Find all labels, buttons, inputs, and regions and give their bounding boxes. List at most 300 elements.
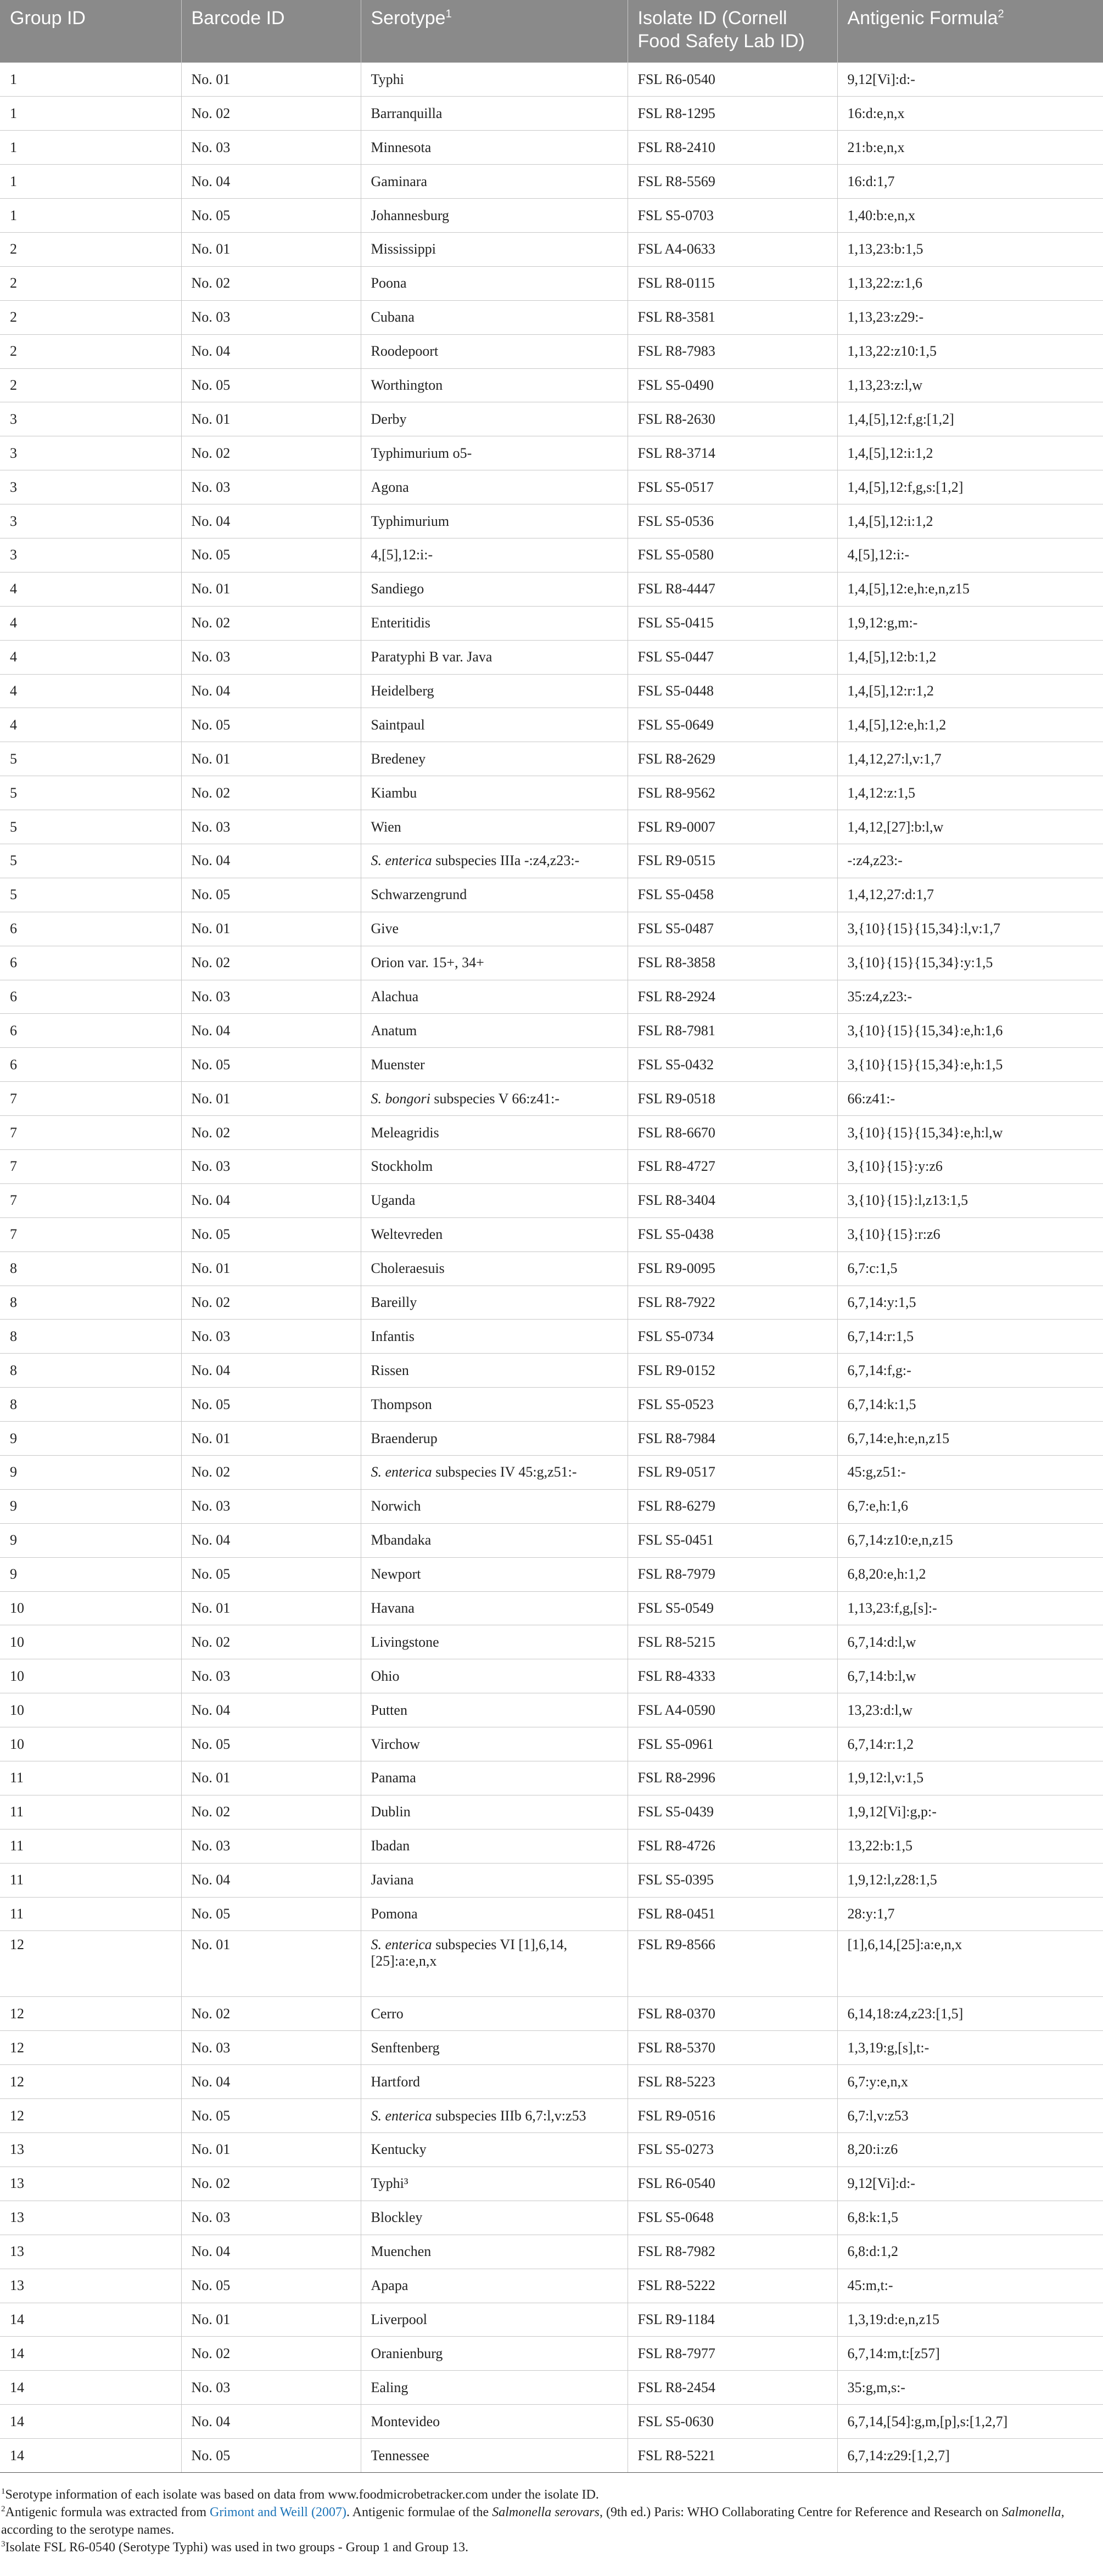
table-row: [0, 1286, 1103, 1320]
cell-isolate-id: FSL R8-0370: [628, 1997, 837, 2031]
species-name: S. bongori: [371, 1090, 430, 1107]
cell-barcode-id: No. 03: [181, 1829, 361, 1863]
cell-isolate-id: FSL R8-7977: [628, 2337, 837, 2371]
cell-isolate-id: FSL R8-2629: [628, 742, 837, 776]
cell-serotype: Heidelberg: [361, 674, 628, 708]
cell-isolate-id: FSL S5-0439: [628, 1795, 837, 1829]
table-row: [0, 2303, 1103, 2337]
table-row: [0, 1997, 1103, 2031]
cell-barcode-id: No. 05: [181, 538, 361, 572]
cell-barcode-id: No. 05: [181, 2439, 361, 2473]
cell-antigenic-formula: 13,23:d:l,w: [837, 1693, 1103, 1727]
cell-serotype: Johannesburg: [361, 199, 628, 233]
cell-barcode-id: No. 04: [181, 165, 361, 199]
cell-barcode-id: No. 01: [181, 2133, 361, 2167]
cell-barcode-id: No. 02: [181, 266, 361, 300]
cell-antigenic-formula: 3,{10}{15}:l,z13:1,5: [837, 1183, 1103, 1217]
cell-antigenic-formula: 6,7:c:1,5: [837, 1251, 1103, 1286]
table-row: [0, 946, 1103, 980]
cell-isolate-id: FSL R8-4726: [628, 1829, 837, 1863]
table-row: [0, 1388, 1103, 1422]
cell-antigenic-formula: 6,7,14:m,t:[z57]: [837, 2337, 1103, 2371]
cell-serotype: Stockholm: [361, 1150, 628, 1184]
table-row: [0, 1863, 1103, 1897]
cell-antigenic-formula: 6,7:e,h:1,6: [837, 1489, 1103, 1523]
cell-serotype: Barranquilla: [361, 97, 628, 131]
table-row: [0, 2099, 1103, 2133]
table-row: [0, 1082, 1103, 1116]
cell-group-id: 8: [0, 1251, 181, 1286]
cell-group-id: 14: [0, 2371, 181, 2405]
cell-group-id: 7: [0, 1116, 181, 1150]
cell-serotype: Thompson: [361, 1388, 628, 1422]
table-row: [0, 980, 1103, 1014]
cell-group-id: 14: [0, 2303, 181, 2337]
cell-serotype: Virchow: [361, 1727, 628, 1761]
cell-barcode-id: No. 04: [181, 1014, 361, 1048]
reference-link[interactable]: Grimont and Weill (2007): [210, 2505, 346, 2519]
cell-barcode-id: No. 02: [181, 1795, 361, 1829]
cell-group-id: 4: [0, 572, 181, 606]
cell-barcode-id: No. 01: [181, 63, 361, 97]
cell-antigenic-formula: 6,8:d:1,2: [837, 2235, 1103, 2269]
cell-serotype: Poona: [361, 266, 628, 300]
table-row: [0, 810, 1103, 844]
table-row: [0, 1456, 1103, 1490]
cell-serotype: Typhi³: [361, 2167, 628, 2201]
cell-serotype: S. bongori subspecies V 66:z41:-: [361, 1082, 628, 1116]
cell-isolate-id: FSL R8-2630: [628, 402, 837, 436]
cell-antigenic-formula: 6,7:l,v:z53: [837, 2099, 1103, 2133]
cell-isolate-id: FSL R8-5221: [628, 2439, 837, 2473]
cell-group-id: 1: [0, 131, 181, 165]
cell-barcode-id: No. 05: [181, 2269, 361, 2303]
table-row: [0, 2439, 1103, 2473]
cell-barcode-id: No. 02: [181, 776, 361, 810]
cell-antigenic-formula: 1,9,12:l,v:1,5: [837, 1761, 1103, 1795]
species-name: S. enterica: [371, 1937, 432, 1953]
table-row: [0, 640, 1103, 674]
cell-antigenic-formula: 1,13,23:z:l,w: [837, 368, 1103, 402]
cell-barcode-id: No. 01: [181, 1931, 361, 1997]
cell-barcode-id: No. 05: [181, 1897, 361, 1931]
cell-isolate-id: FSL R8-4333: [628, 1659, 837, 1693]
table-row: [0, 1761, 1103, 1795]
cell-antigenic-formula: 6,14,18:z4,z23:[1,5]: [837, 1997, 1103, 2031]
cell-serotype: Gaminara: [361, 165, 628, 199]
cell-isolate-id: FSL S5-0458: [628, 878, 837, 912]
cell-group-id: 11: [0, 1795, 181, 1829]
cell-isolate-id: FSL S5-0432: [628, 1048, 837, 1082]
cell-antigenic-formula: 6,7,14:b:l,w: [837, 1659, 1103, 1693]
cell-group-id: 4: [0, 708, 181, 742]
cell-isolate-id: FSL S5-0490: [628, 368, 837, 402]
cell-antigenic-formula: 6,7,14:e,h:e,n,z15: [837, 1422, 1103, 1456]
cell-serotype: Choleraesuis: [361, 1251, 628, 1286]
cell-barcode-id: No. 04: [181, 504, 361, 538]
cell-serotype: Pomona: [361, 1897, 628, 1931]
cell-serotype: S. enterica subspecies IV 45:g,z51:-: [361, 1456, 628, 1490]
cell-isolate-id: FSL R9-1184: [628, 2303, 837, 2337]
cell-group-id: 1: [0, 199, 181, 233]
footnote-3: $^3$Isolate FSL R6-0540 (Serotype Typhi) was used in two groups - Group 1 and Group 13.: [1, 2539, 469, 2555]
table-row: [0, 300, 1103, 334]
table-row: [0, 1625, 1103, 1659]
cell-antigenic-formula: 45:g,z51:-: [837, 1456, 1103, 1490]
cell-serotype: Havana: [361, 1591, 628, 1625]
cell-group-id: 2: [0, 232, 181, 266]
cell-group-id: 4: [0, 640, 181, 674]
cell-antigenic-formula: 6,7,14:k:1,5: [837, 1388, 1103, 1422]
table-row: [0, 63, 1103, 97]
cell-serotype: Ohio: [361, 1659, 628, 1693]
cell-serotype: Senftenberg: [361, 2031, 628, 2065]
cell-isolate-id: FSL A4-0633: [628, 232, 837, 266]
cell-serotype: Typhimurium: [361, 504, 628, 538]
cell-serotype: Infantis: [361, 1320, 628, 1354]
species-name: S. enterica: [371, 852, 432, 869]
cell-barcode-id: No. 03: [181, 1659, 361, 1693]
cell-antigenic-formula: 1,9,12[Vi]:g,p:-: [837, 1795, 1103, 1829]
cell-serotype: Typhi: [361, 63, 628, 97]
cell-antigenic-formula: 3,{10}{15}{15,34}:e,h:1,6: [837, 1014, 1103, 1048]
cell-group-id: 6: [0, 980, 181, 1014]
table-row: [0, 1693, 1103, 1727]
cell-group-id: 8: [0, 1320, 181, 1354]
cell-group-id: 12: [0, 2065, 181, 2099]
cell-serotype: Mississippi: [361, 232, 628, 266]
cell-group-id: 12: [0, 2031, 181, 2065]
cell-serotype: Typhimurium o5-: [361, 436, 628, 470]
cell-isolate-id: FSL S5-0703: [628, 199, 837, 233]
cell-serotype: Dublin: [361, 1795, 628, 1829]
cell-antigenic-formula: 3,{10}{15}{15,34}:e,h:1,5: [837, 1048, 1103, 1082]
cell-group-id: 13: [0, 2133, 181, 2167]
cell-serotype: Alachua: [361, 980, 628, 1014]
cell-group-id: 9: [0, 1422, 181, 1456]
cell-group-id: 6: [0, 1048, 181, 1082]
cell-barcode-id: No. 01: [181, 1251, 361, 1286]
cell-barcode-id: No. 04: [181, 1354, 361, 1388]
table-row: [0, 1048, 1103, 1082]
cell-isolate-id: FSL R9-0152: [628, 1354, 837, 1388]
cell-barcode-id: No. 02: [181, 1625, 361, 1659]
cell-group-id: 10: [0, 1659, 181, 1693]
cell-antigenic-formula: 45:m,t:-: [837, 2269, 1103, 2303]
cell-group-id: 1: [0, 97, 181, 131]
cell-isolate-id: FSL S5-0549: [628, 1591, 837, 1625]
cell-isolate-id: FSL R8-5370: [628, 2031, 837, 2065]
cell-barcode-id: No. 05: [181, 878, 361, 912]
cell-isolate-id: FSL S5-0448: [628, 674, 837, 708]
cell-antigenic-formula: 16:d:1,7: [837, 165, 1103, 199]
cell-isolate-id: FSL R8-6279: [628, 1489, 837, 1523]
table-row: [0, 776, 1103, 810]
cell-serotype: Wien: [361, 810, 628, 844]
cell-isolate-id: FSL R8-2410: [628, 131, 837, 165]
cell-isolate-id: FSL S5-0580: [628, 538, 837, 572]
cell-serotype: Javiana: [361, 1863, 628, 1897]
cell-isolate-id: FSL R9-0095: [628, 1251, 837, 1286]
cell-group-id: 13: [0, 2167, 181, 2201]
cell-serotype: Apapa: [361, 2269, 628, 2303]
cell-isolate-id: FSL R9-0007: [628, 810, 837, 844]
table-row: [0, 334, 1103, 368]
table-row: [0, 1116, 1103, 1150]
table-row: [0, 1557, 1103, 1591]
cell-barcode-id: No. 01: [181, 1591, 361, 1625]
cell-isolate-id: FSL R9-0515: [628, 844, 837, 878]
cell-barcode-id: No. 02: [181, 2167, 361, 2201]
header-serotype: Serotype$^1$: [361, 0, 628, 63]
cell-isolate-id: FSL R6-0540: [628, 2167, 837, 2201]
cell-antigenic-formula: 1,4,12,27:l,v:1,7: [837, 742, 1103, 776]
cell-group-id: 6: [0, 946, 181, 980]
cell-isolate-id: FSL R9-0516: [628, 2099, 837, 2133]
cell-barcode-id: No. 05: [181, 708, 361, 742]
cell-serotype: Schwarzengrund: [361, 878, 628, 912]
cell-isolate-id: FSL R8-5215: [628, 1625, 837, 1659]
cell-isolate-id: FSL R8-7981: [628, 1014, 837, 1048]
cell-antigenic-formula: 1,4,[5],12:e,h:e,n,z15: [837, 572, 1103, 606]
cell-serotype: Cerro: [361, 1997, 628, 2031]
cell-group-id: 2: [0, 266, 181, 300]
cell-antigenic-formula: 6,7,14:d:l,w: [837, 1625, 1103, 1659]
cell-isolate-id: FSL S5-0487: [628, 912, 837, 946]
cell-barcode-id: No. 04: [181, 844, 361, 878]
cell-serotype: 4,[5],12:i:-: [361, 538, 628, 572]
cell-isolate-id: FSL R8-2454: [628, 2371, 837, 2405]
cell-barcode-id: No. 01: [181, 1761, 361, 1795]
table-row: [0, 1217, 1103, 1251]
cell-serotype: Ibadan: [361, 1829, 628, 1863]
cell-antigenic-formula: 1,4,[5],12:f,g:[1,2]: [837, 402, 1103, 436]
cell-isolate-id: FSL R8-3404: [628, 1183, 837, 1217]
cell-group-id: 11: [0, 1863, 181, 1897]
cell-barcode-id: No. 03: [181, 980, 361, 1014]
cell-barcode-id: No. 03: [181, 1489, 361, 1523]
cell-group-id: 3: [0, 436, 181, 470]
cell-group-id: 3: [0, 538, 181, 572]
cell-barcode-id: No. 04: [181, 1523, 361, 1557]
cell-serotype: Hartford: [361, 2065, 628, 2099]
cell-serotype: Meleagridis: [361, 1116, 628, 1150]
cell-isolate-id: FSL R8-7979: [628, 1557, 837, 1591]
cell-serotype: Anatum: [361, 1014, 628, 1048]
cell-barcode-id: No. 04: [181, 1693, 361, 1727]
cell-barcode-id: No. 05: [181, 1388, 361, 1422]
cell-isolate-id: FSL R8-7922: [628, 1286, 837, 1320]
cell-isolate-id: FSL R8-4727: [628, 1150, 837, 1184]
cell-group-id: 2: [0, 334, 181, 368]
cell-serotype: Kiambu: [361, 776, 628, 810]
cell-serotype: Montevideo: [361, 2405, 628, 2439]
cell-isolate-id: FSL S5-0517: [628, 470, 837, 504]
cell-barcode-id: No. 01: [181, 1422, 361, 1456]
cell-antigenic-formula: 1,4,12,[27]:b:l,w: [837, 810, 1103, 844]
cell-serotype: Braenderup: [361, 1422, 628, 1456]
table-row: [0, 2235, 1103, 2269]
table-row: [0, 1659, 1103, 1693]
cell-barcode-id: No. 05: [181, 1217, 361, 1251]
cell-serotype: Enteritidis: [361, 606, 628, 640]
cell-serotype: S. enterica subspecies VI [1],6,14,[25]:a:e,n,x: [361, 1931, 628, 1997]
cell-group-id: 9: [0, 1523, 181, 1557]
table-row: [0, 1422, 1103, 1456]
cell-serotype: Newport: [361, 1557, 628, 1591]
table-row: [0, 2269, 1103, 2303]
cell-isolate-id: FSL R8-5569: [628, 165, 837, 199]
cell-isolate-id: FSL R8-0451: [628, 1897, 837, 1931]
cell-group-id: 5: [0, 776, 181, 810]
cell-serotype: Cubana: [361, 300, 628, 334]
table-row: [0, 878, 1103, 912]
cell-serotype: Liverpool: [361, 2303, 628, 2337]
cell-isolate-id: FSL S5-0438: [628, 1217, 837, 1251]
cell-group-id: 4: [0, 606, 181, 640]
cell-barcode-id: No. 03: [181, 1150, 361, 1184]
cell-isolate-id: FSL S5-0273: [628, 2133, 837, 2167]
cell-group-id: 6: [0, 912, 181, 946]
table-row: [0, 402, 1103, 436]
cell-antigenic-formula: 1,4,[5],12:b:1,2: [837, 640, 1103, 674]
table-header: [0, 0, 1103, 63]
table-row: [0, 844, 1103, 878]
cell-barcode-id: No. 02: [181, 1997, 361, 2031]
cell-isolate-id: FSL R8-3858: [628, 946, 837, 980]
cell-antigenic-formula: 1,13,23:f,g,[s]:-: [837, 1591, 1103, 1625]
cell-barcode-id: No. 03: [181, 640, 361, 674]
cell-barcode-id: No. 05: [181, 199, 361, 233]
cell-serotype: Panama: [361, 1761, 628, 1795]
table-row: [0, 1591, 1103, 1625]
cell-antigenic-formula: 21:b:e,n,x: [837, 131, 1103, 165]
cell-antigenic-formula: 3,{10}{15}{15,34}:e,h:l,w: [837, 1116, 1103, 1150]
cell-antigenic-formula: 3,{10}{15}:y:z6: [837, 1150, 1103, 1184]
cell-antigenic-formula: 1,4,12:z:1,5: [837, 776, 1103, 810]
table-row: [0, 97, 1103, 131]
header-barcode-id: Barcode ID: [181, 0, 361, 63]
cell-antigenic-formula: 6,7,14:r:1,5: [837, 1320, 1103, 1354]
table-body: [0, 63, 1103, 2472]
cell-serotype: Sandiego: [361, 572, 628, 606]
cell-antigenic-formula: 6,7,14:r:1,2: [837, 1727, 1103, 1761]
cell-barcode-id: No. 05: [181, 1727, 361, 1761]
cell-group-id: 12: [0, 2099, 181, 2133]
cell-barcode-id: No. 03: [181, 1320, 361, 1354]
cell-group-id: 5: [0, 810, 181, 844]
table-row: [0, 2371, 1103, 2405]
cell-barcode-id: No. 05: [181, 2099, 361, 2133]
cell-antigenic-formula: 66:z41:-: [837, 1082, 1103, 1116]
cell-group-id: 8: [0, 1354, 181, 1388]
cell-antigenic-formula: 6,7,14:f,g:-: [837, 1354, 1103, 1388]
species-name: S. enterica: [371, 2107, 432, 2124]
header-isolate-id: Isolate ID (Cornell Food Safety Lab ID): [628, 0, 837, 63]
cell-isolate-id: FSL R9-0517: [628, 1456, 837, 1490]
cell-barcode-id: No. 03: [181, 131, 361, 165]
cell-serotype: Weltevreden: [361, 1217, 628, 1251]
cell-antigenic-formula: 9,12[Vi]:d:-: [837, 63, 1103, 97]
cell-isolate-id: FSL S5-0648: [628, 2201, 837, 2235]
table-row: [0, 1795, 1103, 1829]
table-row: [0, 2201, 1103, 2235]
cell-antigenic-formula: 1,40:b:e,n,x: [837, 199, 1103, 233]
cell-barcode-id: No. 01: [181, 402, 361, 436]
cell-barcode-id: No. 01: [181, 742, 361, 776]
cell-antigenic-formula: -:z4,z23:-: [837, 844, 1103, 878]
table-row: [0, 674, 1103, 708]
cell-antigenic-formula: 3,{10}{15}:r:z6: [837, 1217, 1103, 1251]
cell-isolate-id: FSL S5-0649: [628, 708, 837, 742]
table-row: [0, 1931, 1103, 1997]
cell-barcode-id: No. 04: [181, 2405, 361, 2439]
cell-group-id: 14: [0, 2337, 181, 2371]
cell-serotype: Livingstone: [361, 1625, 628, 1659]
cell-serotype: Putten: [361, 1693, 628, 1727]
cell-isolate-id: FSL R9-0518: [628, 1082, 837, 1116]
table-row: [0, 2405, 1103, 2439]
cell-group-id: 12: [0, 1997, 181, 2031]
cell-antigenic-formula: 1,3,19:g,[s],t:-: [837, 2031, 1103, 2065]
cell-group-id: 2: [0, 368, 181, 402]
cell-group-id: 13: [0, 2201, 181, 2235]
cell-group-id: 11: [0, 1897, 181, 1931]
cell-barcode-id: No. 03: [181, 300, 361, 334]
cell-serotype: S. enterica subspecies IIIb 6,7:l,v:z53: [361, 2099, 628, 2133]
cell-barcode-id: No. 01: [181, 572, 361, 606]
cell-antigenic-formula: 6,7,14:y:1,5: [837, 1286, 1103, 1320]
cell-isolate-id: FSL R8-9562: [628, 776, 837, 810]
cell-antigenic-formula: 1,13,22:z:1,6: [837, 266, 1103, 300]
cell-isolate-id: FSL S5-0447: [628, 640, 837, 674]
cell-isolate-id: FSL S5-0536: [628, 504, 837, 538]
cell-isolate-id: FSL R8-3714: [628, 436, 837, 470]
cell-antigenic-formula: 6,8,20:e,h:1,2: [837, 1557, 1103, 1591]
cell-serotype: Mbandaka: [361, 1523, 628, 1557]
table-row: [0, 2065, 1103, 2099]
cell-isolate-id: FSL R8-5223: [628, 2065, 837, 2099]
table-row: [0, 199, 1103, 233]
cell-isolate-id: FSL A4-0590: [628, 1693, 837, 1727]
cell-isolate-id: FSL R9-8566: [628, 1931, 837, 1997]
cell-antigenic-formula: 1,4,[5],12:i:1,2: [837, 504, 1103, 538]
cell-isolate-id: FSL S5-0961: [628, 1727, 837, 1761]
cell-barcode-id: No. 03: [181, 2031, 361, 2065]
cell-group-id: 3: [0, 504, 181, 538]
cell-barcode-id: No. 02: [181, 97, 361, 131]
table-row: [0, 436, 1103, 470]
cell-isolate-id: FSL S5-0630: [628, 2405, 837, 2439]
cell-barcode-id: No. 02: [181, 1456, 361, 1490]
cell-group-id: 11: [0, 1761, 181, 1795]
cell-group-id: 10: [0, 1727, 181, 1761]
cell-group-id: 9: [0, 1557, 181, 1591]
table-row: [0, 572, 1103, 606]
cell-antigenic-formula: 28:y:1,7: [837, 1897, 1103, 1931]
table-row: [0, 504, 1103, 538]
cell-serotype: Give: [361, 912, 628, 946]
cell-serotype: Norwich: [361, 1489, 628, 1523]
cell-serotype: Oranienburg: [361, 2337, 628, 2371]
cell-group-id: 5: [0, 742, 181, 776]
cell-isolate-id: FSL R8-5222: [628, 2269, 837, 2303]
footnote-1: $^1$Serotype information of each isolate was based on data from www.foodmicrobetracker.com under the isolate ID.: [1, 2487, 599, 2502]
table-row: [0, 266, 1103, 300]
cell-isolate-id: FSL S5-0523: [628, 1388, 837, 1422]
table-row: [0, 606, 1103, 640]
cell-group-id: 7: [0, 1150, 181, 1184]
